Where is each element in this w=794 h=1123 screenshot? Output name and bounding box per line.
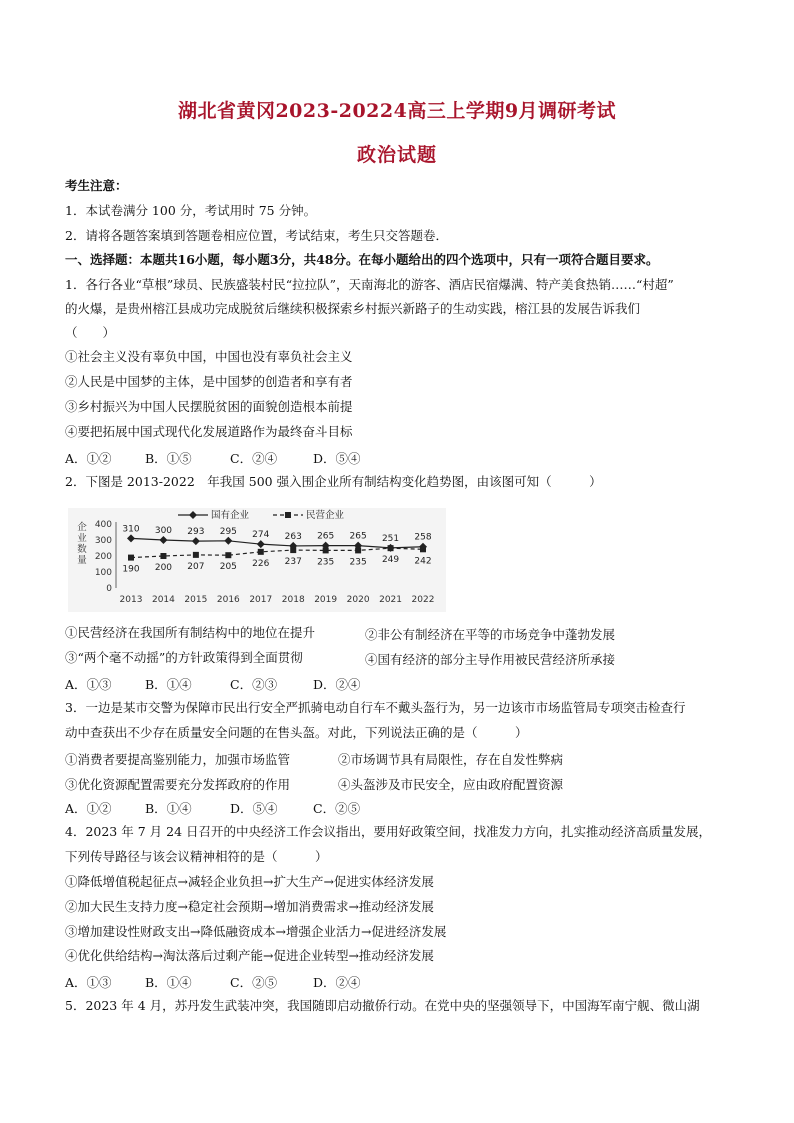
option-d: D．⑤④ [313, 451, 361, 466]
data-point-private [225, 552, 231, 558]
question-stem: （ ） [65, 325, 116, 340]
x-tick-label: 2016 [216, 595, 240, 605]
statement: ③优化资源配置需要充分发挥政府的作用 [65, 777, 291, 792]
statement: ③“两个毫不动摇”的方针政策得到全面贯彻 [65, 650, 303, 665]
question-stem: 动中查获出不少存在质量安全问题的在售头盔。对此，下列说法正确的是（ ） [65, 725, 528, 740]
statement: ①降低增值税起征点→减轻企业负担→扩大生产→促进实体经济发展 [65, 874, 434, 889]
data-label-private: 226 [252, 558, 270, 569]
statement: ①民营经济在我国所有制结构中的地位在提升 [65, 625, 316, 640]
notice-heading: 考生注意： [65, 178, 128, 193]
legend-label-state-owned: 国有企业 [211, 510, 250, 521]
statement: ②加大民生支持力度→稳定社会预期→增加消费需求→推动经济发展 [65, 899, 434, 914]
statement: ③增加建设性财政支出→降低融资成本→增强企业活力→促进经济发展 [65, 924, 447, 939]
data-point-private [160, 553, 166, 559]
y-tick-label: 400 [94, 520, 112, 530]
option-c: C．②⑤ [230, 975, 278, 990]
option-b: B．①④ [145, 677, 192, 692]
data-label-private: 242 [414, 556, 432, 567]
statement: ②市场调节具有局限性，存在自发性弊病 [338, 752, 564, 767]
x-tick-label: 2013 [119, 595, 143, 605]
data-label-private: 237 [284, 557, 302, 568]
y-axis-label: 数 [77, 544, 87, 555]
question-stem: 3．一边是某市交警为保障市民出行安全严抓骑电动自行车不戴头盔行为，另一边该市市场监管局专项突击检查行 [65, 700, 686, 715]
option-d: D．②④ [313, 975, 361, 990]
data-label-private: 200 [154, 563, 173, 573]
question-stem: 1．各行各业“草根”球员、民族盛装村民“拉拉队”，天南海北的游客、酒店民宿爆满、特产美食热销……“村超” [65, 277, 674, 292]
data-point-private [290, 547, 296, 553]
option-a: A．①③ [65, 975, 112, 990]
x-tick-label: 2021 [379, 595, 403, 605]
statement: ④头盔涉及市民安全，应由政府配置资源 [338, 777, 564, 792]
legend-label-private: 民营企业 [306, 510, 345, 521]
section-heading: 一、选择题：本题共16小题，每小题3分，共48分。在每小题给出的四个选项中，只有一项符合题目要求。 [65, 252, 659, 267]
option-b: B．①④ [145, 975, 192, 990]
data-point-private [420, 546, 426, 552]
data-label-state-owned: 263 [284, 531, 302, 542]
question-stem: 5．2023 年 4 月，苏丹发生武装冲突，我国随即启动撤侨行动。在党中央的坚强领导下，中国海军南宁舰、微山湖 [65, 998, 700, 1013]
option-b: B．①⑤ [145, 451, 192, 466]
question-stem: 2．下图是 2013-2022 年我国 500 强入围企业所有制结构变化趋势图，由该图可知（ ） [65, 474, 602, 489]
statement: ③乡村振兴为中国人民摆脱贫困的面貌创造根本前提 [65, 399, 353, 414]
data-label-state-owned: 295 [219, 526, 237, 537]
option-d: D．②④ [313, 677, 361, 692]
y-axis-label: 量 [77, 555, 87, 566]
data-point-private [388, 545, 394, 551]
question-stem: 下列传导路径与该会议精神相符的是（ ） [65, 849, 328, 864]
option-c: C．②④ [230, 451, 278, 466]
option-b: B．①④ [145, 801, 192, 816]
y-tick-label: 200 [94, 552, 112, 562]
x-tick-label: 2014 [151, 595, 175, 605]
data-label-private: 205 [219, 562, 237, 573]
option-d: D．⑤④ [230, 801, 278, 816]
data-label-state-owned: 258 [414, 532, 432, 543]
option-c: C．②③ [230, 677, 278, 692]
data-label-state-owned: 265 [349, 531, 367, 542]
option-c: C．②⑤ [313, 801, 361, 816]
data-label-state-owned: 265 [317, 531, 335, 542]
data-point-private [355, 547, 361, 553]
data-point-private [258, 549, 264, 555]
statement: ②非公有制经济在平等的市场竞争中蓬勃发展 [365, 627, 616, 642]
data-point-private [128, 555, 134, 561]
exam-subtitle: 政治试题 [356, 144, 437, 166]
data-point-private [323, 547, 329, 553]
statement: ④国有经济的部分主导作用被民营经济所承接 [365, 652, 616, 667]
x-tick-label: 2015 [184, 595, 208, 605]
y-axis-label: 业 [77, 533, 87, 544]
question-stem: 的火爆，是贵州榕江县成功完成脱贫后继续积极探索乡村振兴新路子的生动实践，榕江县的发展告诉我们 [65, 301, 641, 316]
x-tick-label: 2018 [281, 595, 305, 605]
data-label-private: 249 [381, 555, 400, 566]
statement: ②人民是中国梦的主体，是中国梦的创造者和享有者 [65, 374, 353, 389]
data-label-private: 235 [317, 557, 335, 568]
statement: ①社会主义没有辜负中国，中国也没有辜负社会主义 [65, 349, 353, 364]
x-tick-label: 2017 [249, 595, 273, 605]
y-tick-label: 0 [106, 584, 112, 594]
notice-item: 1．本试卷满分 100 分，考试用时 75 分钟。 [65, 203, 317, 218]
question-stem: 4．2023 年 7 月 24 日召开的中央经济工作会议指出，要用好政策空间，找准发力方向，扎实推动经济高质量发展， [65, 824, 711, 839]
data-label-state-owned: 300 [154, 526, 173, 536]
data-label-state-owned: 310 [122, 524, 140, 535]
notice-item: 2．请将各题答案填到答题卷相应位置，考试结束，考生只交答题卷． [65, 228, 448, 243]
x-tick-label: 2020 [346, 595, 370, 605]
data-label-state-owned: 274 [252, 530, 270, 541]
ownership-line-chart [68, 508, 446, 612]
y-tick-label: 300 [94, 536, 112, 546]
data-label-state-owned: 251 [381, 533, 400, 544]
option-a: A．①② [65, 801, 112, 816]
data-label-private: 190 [122, 564, 140, 575]
statement: ④要把拓展中国式现代化发展道路作为最终奋斗目标 [65, 424, 353, 439]
legend-marker-private [285, 512, 291, 518]
option-a: A．①② [65, 451, 112, 466]
y-tick-label: 100 [94, 568, 112, 578]
data-label-state-owned: 293 [187, 527, 205, 538]
x-tick-label: 2019 [314, 595, 338, 605]
exam-title: 湖北省黄冈2023-20224高三上学期9月调研考试 [177, 100, 617, 122]
data-label-private: 235 [349, 557, 367, 568]
data-point-private [193, 552, 199, 558]
statement: ④优化供给结构→淘汰落后过剩产能→促进企业转型→推动经济发展 [65, 948, 434, 963]
option-a: A．①③ [65, 677, 112, 692]
x-tick-label: 2022 [411, 595, 435, 605]
statement: ①消费者要提高鉴别能力，加强市场监管 [65, 752, 291, 767]
y-axis-label: 企 [77, 522, 87, 533]
data-label-private: 207 [187, 561, 205, 572]
